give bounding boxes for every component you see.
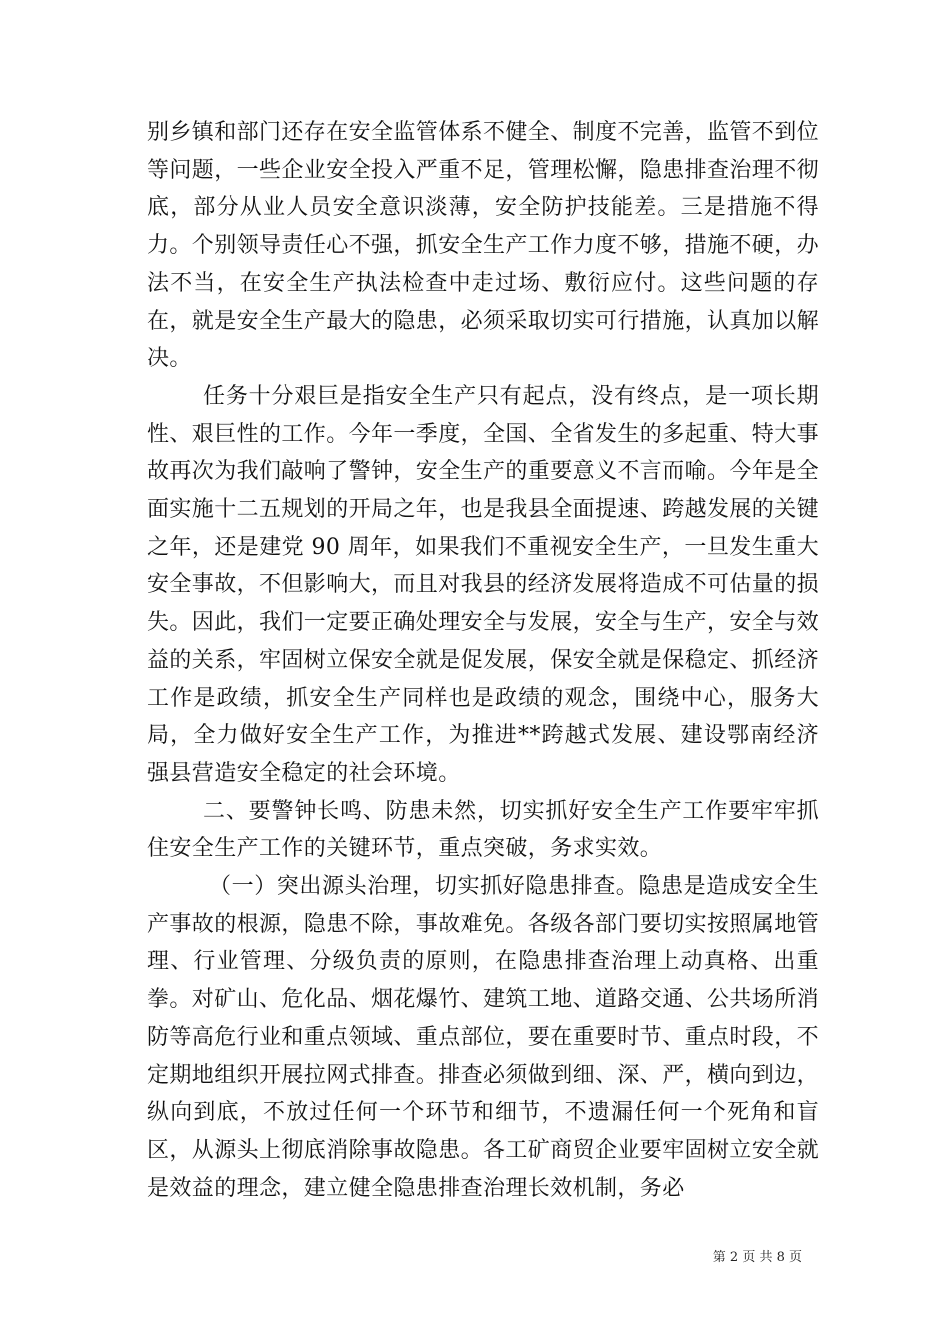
paragraph-source-governance: （一）突出源头治理，切实抓好隐患排查。隐患是造成安全生产事故的根源，隐患不除，事故难免。各级各部门要切实按照属地管理、行业管理、分级负责的原则，在隐患排查治理上动真格、出重拳。对矿山、危化品、烟花爆竹、建筑工地、道路交通、公共场所消防等高危行业和重点领域、重点部位，要在重要时节、重点时段，不定期地组织开展拉网式排查。排查必须做到细、深、严，横向到边，纵向到底，不放过任何一个环节和细节，不遗漏任何一个死角和盲区，从源头上彻底消除事故隐患。各工矿商贸企业要牢固树立安全就是效益的理念，建立健全隐患排查治理长效机制，务必 [147,874,820,1201]
page-number: 第 2 页 共 8 页 [712,1250,802,1265]
document-body [147,114,819,1207]
paragraph-continuation: 别乡镇和部门还存在安全监管体系不健全、制度不完善，监管不到位等问题，一些企业安全投入严重不足，管理松懈，隐患排查治理不彻底，部分从业人员安全意识淡薄，安全防护技能差。三是措施不得力。个别领导责任心不强，抓安全生产工作力度不够，措施不硬，办法不当，在安全生产执法检查中走过场、敷衍应付。这些问题的存在，就是安全生产最大的隐患，必须采取切实可行措施，认真加以解决。 [147,120,820,372]
paragraph-task-arduous: 任务十分艰巨是指安全生产只有起点，没有终点，是一项长期性、艰巨性的工作。今年一季度，全国、全省发生的多起重、特大事故再次为我们敲响了警钟，安全生产的重要意义不言而喻。今年是全面实施十二五规划的开局之年，也是我县全面提速、跨越发展的关键之年，还是建党 90 周年，如果我们不重视安全生产，一旦发生重大安全事故，不但影响大，而且对我县的经济发展将造成不可估量的损失。因此，我们一定要正确处理安全与发展，安全与生产，安全与效益的关系，牢固树立保安全就是促发展，保安全就是保稳定、抓经济工作是政绩，抓安全生产同样也是政绩的观念，围绕中心，服务大局，全力做好安全生产工作，为推进**跨越式发展、建设鄂南经济强县营造安全稳定的社会环境。 [147,383,820,786]
section-heading-two: 二、要警钟长鸣、防患未然，切实抓好安全生产工作要牢牢抓住安全生产工作的关键环节，重点突破，务求实效。 [147,798,819,862]
